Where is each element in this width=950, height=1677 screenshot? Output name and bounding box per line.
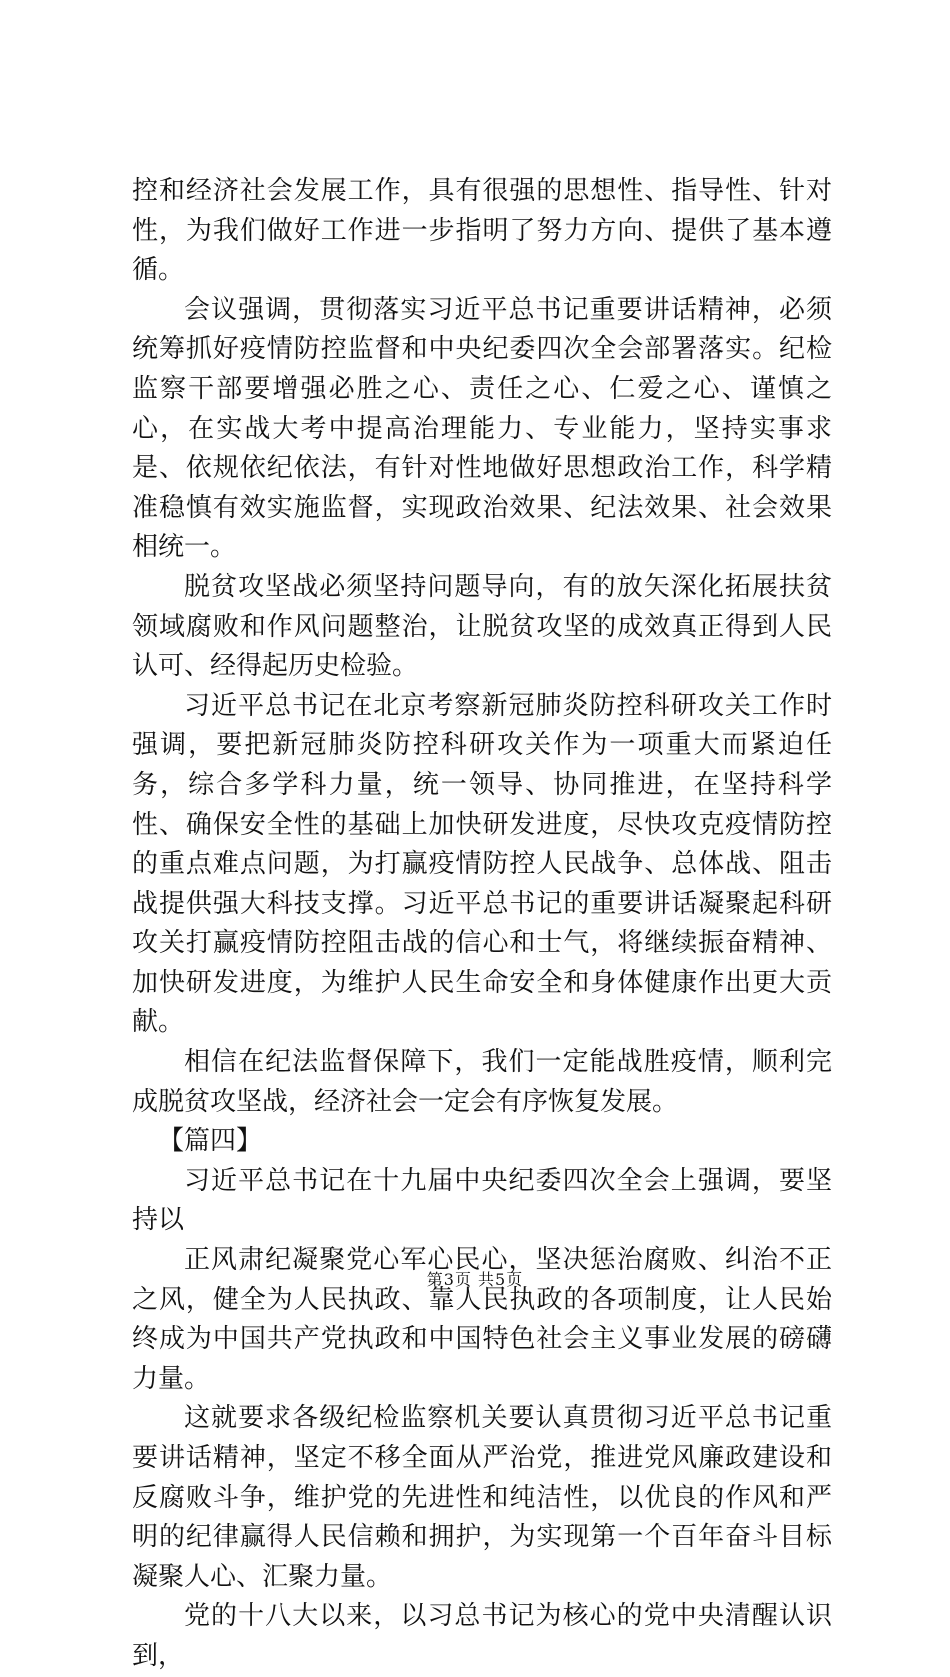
paragraph: 这就要求各级纪检监察机关要认真贯彻习近平总书记重要讲话精神，坚定不移全面从严治党，推进党风廉政建设和反腐败斗争，维护党的先进性和纯洁性，以优良的作风和严明的纪律赢得人民信赖和拥护，为实现第一个百年奋斗目标凝聚人心、汇聚力量。 xyxy=(132,1403,832,1592)
document-body xyxy=(132,172,832,1677)
paragraph: 控和经济社会发展工作，具有很强的思想性、指导性、针对性，为我们做好工作进一步指明了努力方向、提供了基本遵循。 xyxy=(132,176,832,286)
paragraph: 习近平总书记在十九届中央纪委四次全会上强调，要坚持以 xyxy=(132,1165,832,1236)
section-heading: 【篇四】 xyxy=(158,1126,263,1157)
paragraph: 会议强调，贯彻落实习近平总书记重要讲话精神，必须统筹抓好疫情防控监督和中央纪委四次全会部署落实。纪检监察干部要增强必胜之心、责任之心、仁爱之心、谨慎之心，在实战大考中提高治理能力、专业能力，坚持实事求是、依规依纪依法，有针对性地做好思想政治工作，科学精准稳慎有效实施监督，实现政治效果、纪法效果、社会效果相统一。 xyxy=(132,294,832,563)
page-number-footer: 第3页 共5页 xyxy=(426,1270,524,1289)
paragraph: 党的十八大以来，以习总书记为核心的党中央清醒认识到， xyxy=(132,1601,832,1671)
paragraph: 相信在纪法监督保障下，我们一定能战胜疫情，顺利完成脱贫攻坚战，经济社会一定会有序恢复发展。 xyxy=(132,1047,832,1117)
paragraph: 脱贫攻坚战必须坚持问题导向，有的放矢深化拓展扶贫领域腐败和作风问题整治，让脱贫攻坚的成效真正得到人民认可、经得起历史检验。 xyxy=(132,571,832,682)
paragraph: 习近平总书记在北京考察新冠肺炎防控科研攻关工作时强调，要把新冠肺炎防控科研攻关作为一项重大而紧迫任务，综合多学科力量，统一领导、协同推进，在坚持科学性、确保安全性的基础上加快研发进度，尽快攻克疫情防控的重点难点问题，为打赢疫情防控人民战争、总体战、阻击战提供强大科技支撑。习近平总书记的重要讲话凝聚起科研攻关打赢疫情防控阻击战的信心和士气，将继续振奋精神、加快研发进度，为维护人民生命安全和身体健康作出更大贡献。 xyxy=(132,690,832,1038)
paragraph: 正风肃纪凝聚党心军心民心，坚决惩治腐败、纠治不正之风，健全为人民执政、靠人民执政的各项制度，让人民始终成为中国共产党执政和中国特色社会主义事业发展的磅礴力量。 xyxy=(132,1245,832,1394)
